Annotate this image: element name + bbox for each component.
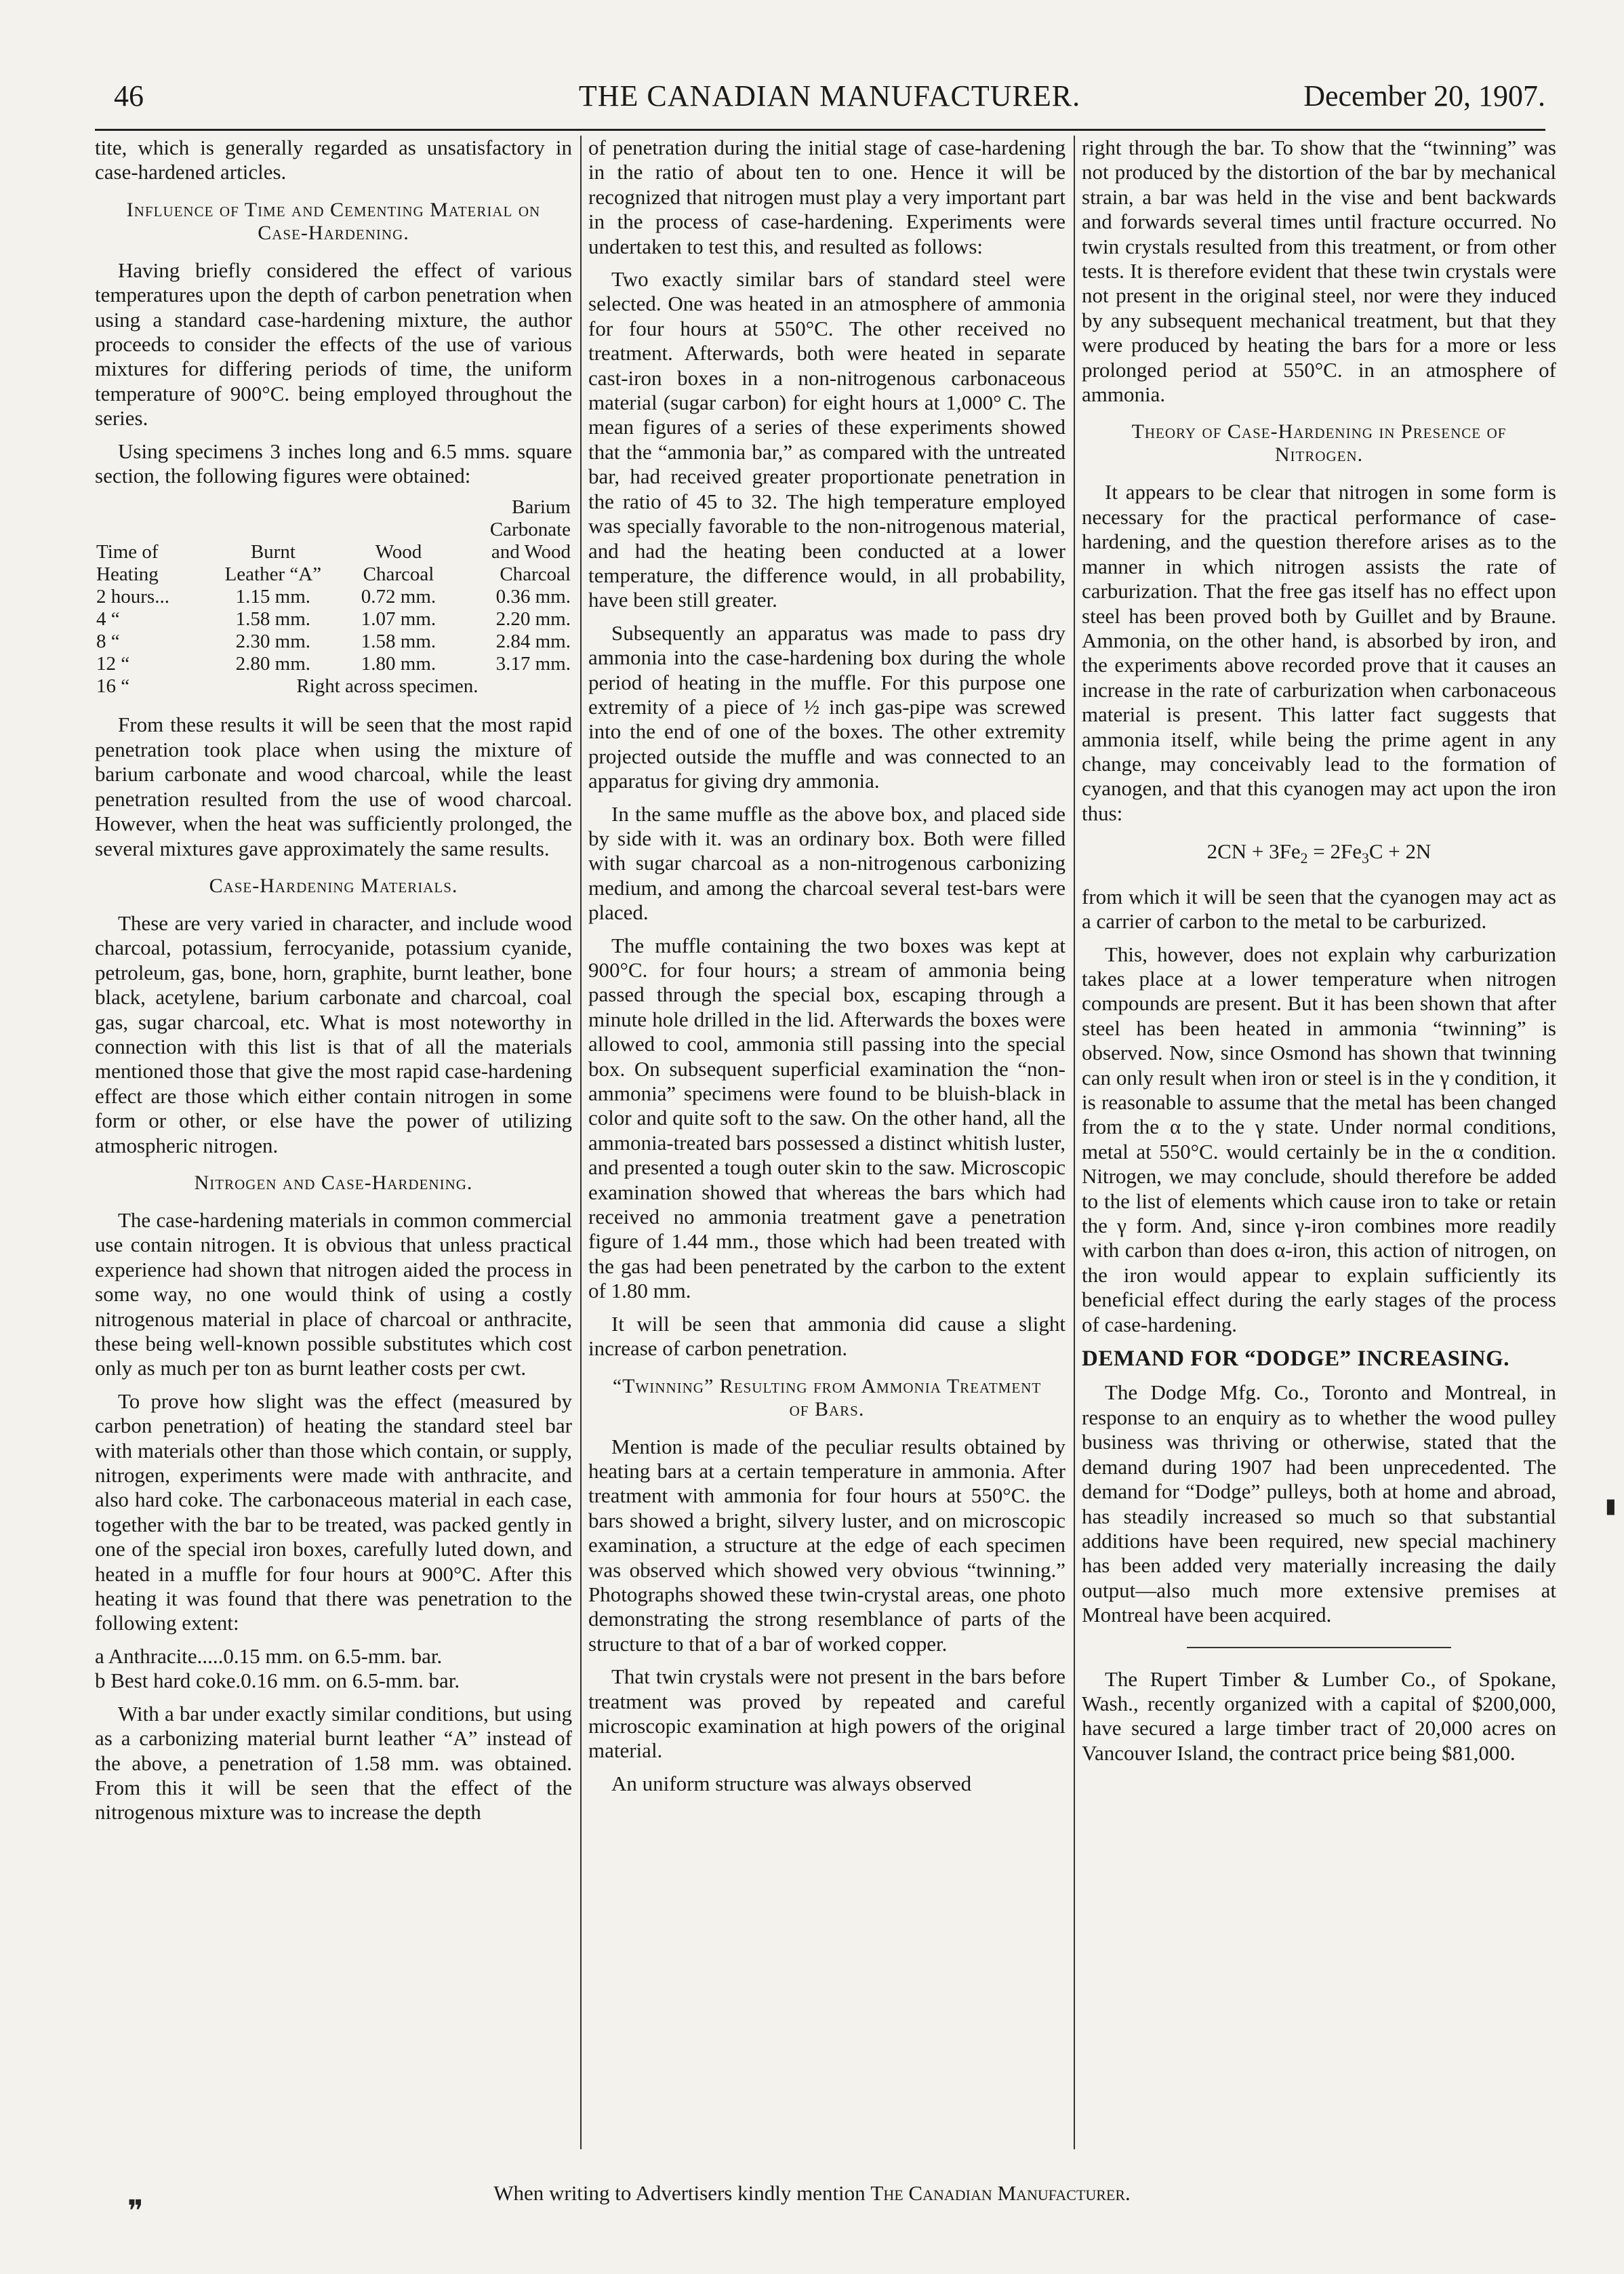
article-headline: DEMAND FOR “DODGE” INCREASING.: [1082, 1347, 1510, 1372]
table-cell: 16 “: [96, 675, 130, 698]
page-number: 46: [114, 79, 144, 113]
table-row: [95, 653, 572, 675]
table-cell: 3.17 mm.: [495, 653, 571, 675]
equation-subscript: 2: [1300, 850, 1308, 867]
column-3: [1082, 136, 1556, 2156]
equation-part: 2CN + 3Fe: [1206, 839, 1301, 864]
table-cell: 1.58 mm.: [235, 608, 311, 631]
table-header: Time of: [96, 541, 159, 563]
paragraph: Mention is made of the peculiar results obtained by heating bars at a certain temperature in ammonia. After treatment with ammonia for four hours at 550°C. the bars showed a bright, silvery luster, and on microscopic examination, a structure at the edge of each specimen was observed which showed very obvious “twinning.” Photographs showed these twin-crystal areas, one photo demonstrating the strong resemblance of parts of the structure to that of a bar of worked copper.: [588, 1434, 1065, 1656]
column-2: [588, 136, 1065, 2156]
paragraph: This, however, does not explain why carburization takes place at a lower temperature when nitrogen compounds are present. But it has been shown that after steel has been heated in ammonia “twinning” is observed. Now, since Osmond has shown that twinning can only result when iron or steel is in the γ condition, it is reasonable to assume that the metal has been changed from the α to the γ state. Under normal conditions, metal at 550°C. would certainly be in the α condition. Nitrogen, we may conclude, should therefore be added to the list of elements which cause iron to take or retain the γ form. And, since γ-iron combines more readily with carbon than does α-iron, this action of nitrogen, on the iron would appear to explain sufficiently its beneficial effect during the early stages of the process of case-hardening.: [1082, 942, 1556, 1336]
paragraph: The Dodge Mfg. Co., Toronto and Montreal, in response to an enquiry as to whether the wood pulley business was thriving or otherwise, stated that the demand during 1907 had been unprecedented. The demand for “Dodge” pulleys, both at home and abroad, has steadily increased so much so that substantial additions have been required, new special machinery has been added very materially increasing the daily output—also much more extensive premises at Montreal have been acquired.: [1082, 1380, 1556, 1627]
footer-text: When writing to Advertisers kindly mention: [493, 2181, 871, 2205]
table-cell: 1.80 mm.: [361, 653, 437, 675]
table-header: Carbonate: [489, 519, 571, 541]
publication-title: THE CANADIAN MANUFACTURER.: [578, 79, 1081, 113]
table-cell: 8 “: [96, 631, 120, 653]
paragraph: from which it will be seen that the cyanogen may act as a carrier of carbon to the metal to be carburized.: [1082, 884, 1556, 934]
paragraph: To prove how slight was the effect (measured by carbon penetration) of heating the standard steel bar with materials other than those which contain, or supply, nitrogen, experiments were made with anthracite, and also hard coke. The carbonaceous material in each case, together with the bar to be treated, was packed gently in one of the special iron boxes, carefully luted down, and heated in a muffle for four hours at 900°C. After this heating it was found that there was penetration to the following extent:: [95, 1389, 572, 1635]
table-row: [95, 586, 572, 608]
table-cell: 2 hours...: [96, 586, 169, 608]
paragraph: Using specimens 3 inches long and 6.5 mms. square section, the following figures were obtained:: [95, 439, 572, 488]
header-rule: [95, 129, 1545, 131]
table-cell: 2.30 mm.: [235, 631, 311, 653]
paragraph: From these results it will be seen that the most rapid penetration took place when using the mixture of barium carbonate and wood charcoal, while the least penetration resulted from the use of wood charcoal. However, when the heat was sufficiently prolonged, the several mixtures gave approximately the same results.: [95, 713, 572, 860]
paragraph: An uniform structure was always observed: [611, 1771, 972, 1795]
article-divider: [1187, 1647, 1451, 1648]
table-cell: 2.80 mm.: [235, 653, 311, 675]
section-heading: Nitrogen and Case-Hardening.: [194, 1171, 473, 1194]
chemical-equation: [1082, 839, 1556, 871]
paragraph: It will be seen that ammonia did cause a slight increase of carbon penetration.: [588, 1311, 1065, 1361]
paragraph: Subsequently an apparatus was made to pass dry ammonia into the case-hardening box during the whole period of heating in the muffle. For this purpose one extremity of a piece of ½ inch gas-pipe was screwed into the end of one of the boxes. The other extremity projected outside the muffle and was connected to an apparatus for giving dry ammonia.: [588, 620, 1065, 793]
section-heading: “Twinning” Resulting from Ammonia Treatment of Bars.: [612, 1374, 1042, 1420]
issue-date: December 20, 1907.: [1303, 79, 1545, 113]
table-row: [95, 675, 572, 698]
column-divider: [1074, 136, 1075, 2149]
paragraph: The muffle containing the two boxes was kept at 900°C. for four hours; a stream of ammonia being passed through the special box, escaping through a minute hole drilled in the lid. Afterwards the boxes were allowed to cool, ammonia still passing into the special box. On subsequent superficial examination the “non-ammonia” specimens were found to be bluish-black in color and quite soft to the saw. On the other hand, all the ammonia-treated bars possessed a distinct whitish luster, and presented a tough outer skin to the saw. Microscopic examination showed that whereas the bars which had received no ammonia treatment gave a penetration figure of 1.44 mm., those which had been treated with the gas had been penetrated by the carbon to the extent of 1.80 mm.: [588, 933, 1065, 1303]
table-cell: 1.58 mm.: [361, 631, 437, 653]
paragraph: Two exactly similar bars of standard steel were selected. One was heated in an atmosphere of ammonia for four hours at 550°C. The other received no treatment. Afterwards, both were heated in separate cast-iron boxes in a non-nitrogenous carbonaceous material (sugar carbon) for eight hours at 1,000° C. The mean figures of a series of these experiments showed that the “ammonia bar,” as compared with the untreated bar, had received greater proportionate penetration in the ratio of 45 to 32. The high temperature employed was specially favorable to the non-nitrogenous material, and had the heating been conducted at a lower temperature, the difference would, in all probability, have been still greater.: [588, 267, 1065, 612]
paragraph: The Rupert Timber & Lumber Co., of Spokane, Wash., recently organized with a capital of $200,000, have secured a large timber tract of 20,000 acres on Vancouver Island, the contract price being $81,000.: [1082, 1667, 1556, 1765]
table-header: and Wood: [491, 541, 571, 563]
table-cell: 1.07 mm.: [361, 608, 437, 631]
section-heading: Case-Hardening Materials.: [209, 874, 458, 897]
table-header: Heating: [96, 563, 159, 586]
list-item: b Best hard coke.0.16 mm. on 6.5-mm. bar.: [95, 1669, 460, 1693]
equation-subscript: 3: [1361, 850, 1369, 867]
table-cell: 2.84 mm.: [495, 631, 571, 653]
paragraph: With a bar under exactly similar conditions, but using as a carbonizing material burnt leather “A” instead of the above, a penetration of 1.58 mm. was obtained. From this it will be seen that the effect of the nitrogenous mixture was to increase the depth: [95, 1701, 572, 1824]
table-cell: Right across specimen.: [296, 675, 479, 698]
printer-mark: ❞: [127, 2195, 144, 2228]
paragraph: right through the bar. To show that the “twinning” was not produced by the distortion of the bar by mechanical strain, a bar was held in the vise and bent backwards and forwards several times until fracture occurred. No twin crystals resulted from this treatment, or from other tests. It is therefore evident that these twin crystals were not present in the original steel, nor were they induced by any subsequent mechanical treatment, but that they were produced by heating the bars for a more or less prolonged period at 550°C. in an atmosphere of ammonia.: [1082, 136, 1556, 407]
column-1: [95, 136, 572, 2156]
paragraph: It appears to be clear that nitrogen in some form is necessary for the practical performance of case-hardening, and the question therefore arises as to the manner in which nitrogen assists the rate of carburization. That the free gas itself has no effect upon steel has been proved both by Guillet and by Braune. Ammonia, on the other hand, is absorbed by iron, and the experiments above recorded prove that it causes an increase in the rate of carburization when carbonaceous material is present. This latter fact suggests that ammonia itself, while being the prime agent in any change, may conceivably lead to the formation of cyanogen, and that this cyanogen may act upon the iron thus:: [1082, 480, 1556, 825]
equation-part: C + 2N: [1368, 839, 1432, 864]
table-cell: 12 “: [96, 653, 130, 675]
column-divider: [580, 136, 582, 2149]
table-row: [95, 608, 572, 631]
table-row: [95, 631, 572, 653]
table-header: Leather “A”: [224, 563, 322, 586]
section-heading: Theory of Case-Hardening in Presence of Nitrogen.: [1131, 420, 1507, 466]
table-header: Burnt: [250, 541, 296, 563]
section-heading: Influence of Time and Cementing Material on Case-Hardening.: [126, 198, 541, 244]
paragraph: Having briefly considered the effect of various temperatures upon the depth of carbon penetration when using a standard case-hardening mixture, the author proceeds to consider the effects of the use of various mixtures for differing periods of time, the uniform temperature of 900°C. being employed throughout the series.: [95, 258, 572, 431]
table-header: Barium: [512, 496, 571, 519]
table-cell: 1.15 mm.: [235, 586, 311, 608]
equation-part: = 2Fe: [1307, 839, 1362, 864]
table-header: Charcoal: [500, 563, 571, 586]
table-cell: 0.72 mm.: [361, 586, 437, 608]
page-header: [114, 76, 1545, 117]
paragraph: These are very varied in character, and include wood charcoal, potassium, ferrocyanide, potassium cyanide, petroleum, gas, bone, horn, graphite, burnt leather, bone black, acetylene, barium carbonate and charcoal, coal gas, sugar charcoal, etc. What is most noteworthy in connection with this list is that of all the materials mentioned those that give the most rapid case-hardening effect are those which either contain nitrogen in some form or other, or else have the power of utilizing atmospheric nitrogen.: [95, 911, 572, 1157]
paragraph: tite, which is generally regarded as unsatisfactory in case-hardened articles.: [95, 136, 572, 184]
paragraph: of penetration during the initial stage of case-hardening in the ratio of about ten to one. Hence it will be recognized that nitrogen must play a very important part in the process of case-hardening. Experiments were undertaken to test this, and resulted as follows:: [588, 136, 1065, 258]
table-cell: 2.20 mm.: [495, 608, 571, 631]
table-header: Wood: [375, 541, 422, 563]
table-header: Charcoal: [363, 563, 434, 586]
footer-publication: The Canadian Manufacturer.: [870, 2181, 1131, 2205]
paragraph: That twin crystals were not present in the bars before treatment was proved by repeated and careful microscopic examination at high powers of the original material.: [588, 1664, 1065, 1763]
edge-mark: ▮: [1605, 1495, 1617, 1517]
footer-notice: [0, 2180, 1624, 2207]
paragraph: The case-hardening materials in common commercial use contain nitrogen. It is obvious that unless practical experience had shown that nitrogen aided the process in some way, no one would think of using a costly nitrogenous material in place of charcoal or anthracite, these being well-known possible substitutes which cost only as much per ton as burnt leather costs per cwt.: [95, 1208, 572, 1380]
paragraph: In the same muffle as the above box, and placed side by side with it. was an ordinary box. Both were filled with sugar charcoal as a non-nitrogenous carbonizing medium, and among the charcoal several test-bars were placed.: [588, 801, 1065, 925]
penetration-table: [95, 496, 572, 698]
table-cell: 4 “: [96, 608, 120, 631]
list-item: a Anthracite.....0.15 mm. on 6.5-mm. bar.: [95, 1643, 443, 1668]
table-cell: 0.36 mm.: [495, 586, 571, 608]
